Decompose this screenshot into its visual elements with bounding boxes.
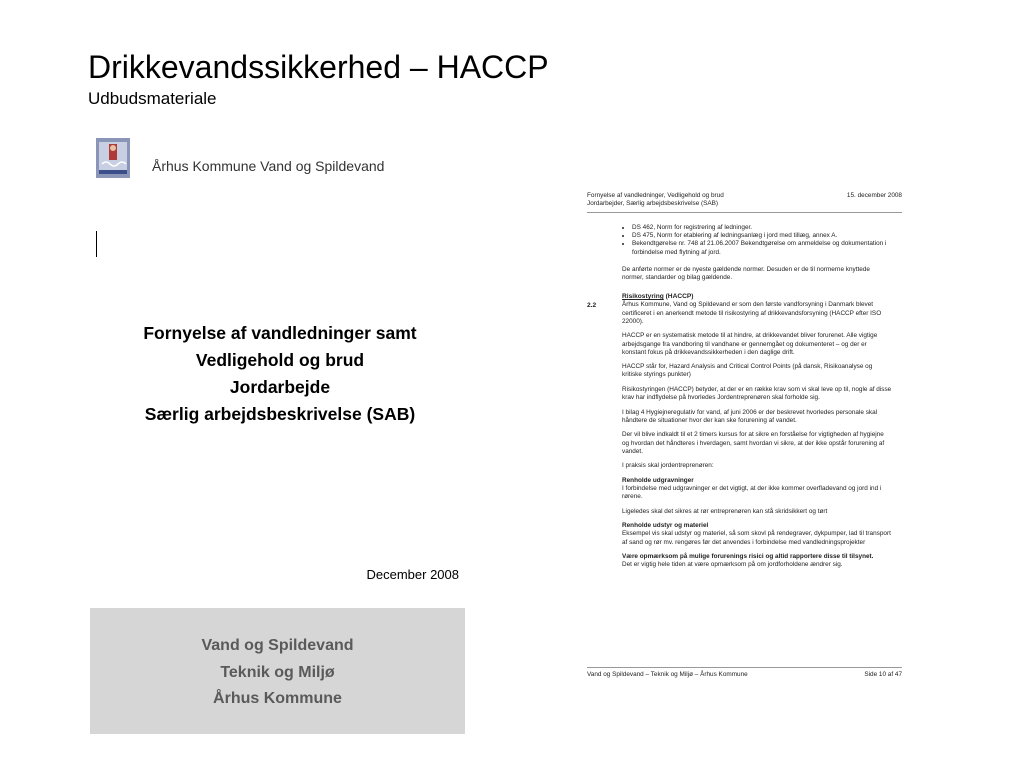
cover-title bbox=[110, 320, 450, 428]
cover-page bbox=[90, 130, 470, 740]
page-body bbox=[622, 224, 892, 576]
header-left-line: Jordarbejder, Særlig arbejdsbeskrivelse (SAB) bbox=[587, 200, 719, 208]
subheading: Være opmærksom på mulige forurenings risici og altid rapportere disse til tilsynet. bbox=[622, 553, 874, 561]
cover-title-line: Jordarbejde bbox=[229, 377, 331, 397]
footer-left: Vand og Spildevand – Teknik og Miljø – Århus Kommune bbox=[587, 671, 748, 678]
aarhus-crest-icon bbox=[96, 138, 130, 178]
paragraph: HACCP er en systematisk metode til at hindre, at drikkevandet bliver forurenet. Alle vigtige arbejdsgange fra vandboring til vandhane er gennemgået og dokumenteret – og der er konstant fokus på drikkevandssikkerheden i den daglige drift. bbox=[622, 332, 878, 356]
subheading: Renholde udstyr og materiel bbox=[622, 522, 709, 530]
section-title: Risikostyring (HACCP) bbox=[622, 293, 694, 301]
paragraph: Ligeledes skal det sikres at rør entreprenøren kan stå skridsikkert og tørt bbox=[622, 507, 828, 515]
paragraph: HACCP står for, Hazard Analysis and Critical Control Points (på dansk, Risikoanalyse og kritiske styrings punkter) bbox=[622, 363, 873, 379]
cover-title-line: Vedligehold og brud bbox=[195, 350, 365, 370]
norms-list bbox=[622, 224, 892, 257]
paragraph: De anførte normer er de nyeste gældende normer. Desuden er de til normerne knyttede normer, standarder og bilag gældende. bbox=[622, 265, 870, 282]
header-left-line: Fornyelse af vandledninger, Vedligehold og brud bbox=[587, 192, 724, 199]
text-cursor bbox=[96, 231, 97, 257]
section-number: 2.2 bbox=[587, 302, 597, 309]
organization-name: Århus Kommune Vand og Spildevand bbox=[152, 158, 385, 174]
list-item: • DS 475, Norm for etablering af ledningsanlæg i jord med tillæg, annex A. bbox=[632, 232, 892, 240]
paragraph: Det er vigtig hele tiden at være opmærksom på om jordforholdene ændrer sig. bbox=[622, 561, 843, 569]
paragraph: I bilag 4 Hygiejneregulativ for vand, af juni 2006 er der beskrevet hvorledes personale skal håndtere de situationer hvor der kan ske forurening af vandet. bbox=[622, 408, 878, 424]
paragraph: I praksis skal jordentreprenøren: bbox=[622, 462, 714, 470]
cover-footer-box bbox=[90, 608, 465, 734]
cover-footer-line: Teknik og Miljø bbox=[220, 663, 335, 681]
cover-title-line: Fornyelse af vandledninger samt bbox=[143, 323, 417, 343]
document-page bbox=[585, 190, 901, 685]
page-header bbox=[587, 192, 902, 213]
cover-date: December 2008 bbox=[366, 567, 459, 582]
paragraph: Århus Kommune, Vand og Spildevand er som den første vandforsyning i Danmark blevet certificeret i en anerkendt metode til risikostyring af drikkevandsforsyning (HACCP efter ISO 22000). bbox=[622, 301, 882, 325]
cover-footer-line: Århus Kommune bbox=[213, 690, 342, 707]
paragraph: Risikostyringen (HACCP) betyder, at der er en række krav som vi skal leve op til, nogle af disse krav har indflydelse på hvorledes Jordentreprenøren skal forholde sig. bbox=[622, 385, 892, 402]
page-footer bbox=[587, 667, 902, 678]
list-item: • Bekendtgørelse nr. 748 af 21.06.2007 Bekendtgørelse om anmeldelse og dokumentation i forbindelse med flytning af jord. bbox=[632, 240, 892, 256]
list-item: • DS 462, Norm for registrering af ledninger. bbox=[632, 224, 892, 232]
footer-page-number: Side 10 af 47 bbox=[864, 671, 902, 678]
paragraph: Der vil blive indkaldt til et 2 timers kursus for at sikre en forståelse for vigtigheden af hygiejne og hvordan det håndteres i hverdagen, samt hvordan vi sikre, at der ikke opstår forurening af vandet. bbox=[622, 431, 885, 455]
subheading: Renholde udgravninger bbox=[622, 476, 694, 484]
cover-title-line: Særlig arbejdsbeskrivelse (SAB) bbox=[144, 404, 416, 424]
cover-footer-line: Vand og Spildevand bbox=[201, 637, 354, 654]
paragraph: Eksempel vis skal udstyr og materiel, så som skovl på rendegraver, dykpumper, lad til transport af sand og rør mv. rengøres før det anvendes i forbindelse med vandledningsprojekter bbox=[622, 530, 891, 546]
paragraph: I forbindelse med udgravninger er det vigtigt, at der ikke kommer overfladevand og jord ind i rørene. bbox=[622, 484, 882, 501]
header-date: 15. december 2008 bbox=[846, 192, 902, 199]
slide-title: Drikkevandssikkerhed – HACCP bbox=[88, 49, 549, 85]
slide-subtitle: Udbudsmateriale bbox=[88, 89, 217, 108]
